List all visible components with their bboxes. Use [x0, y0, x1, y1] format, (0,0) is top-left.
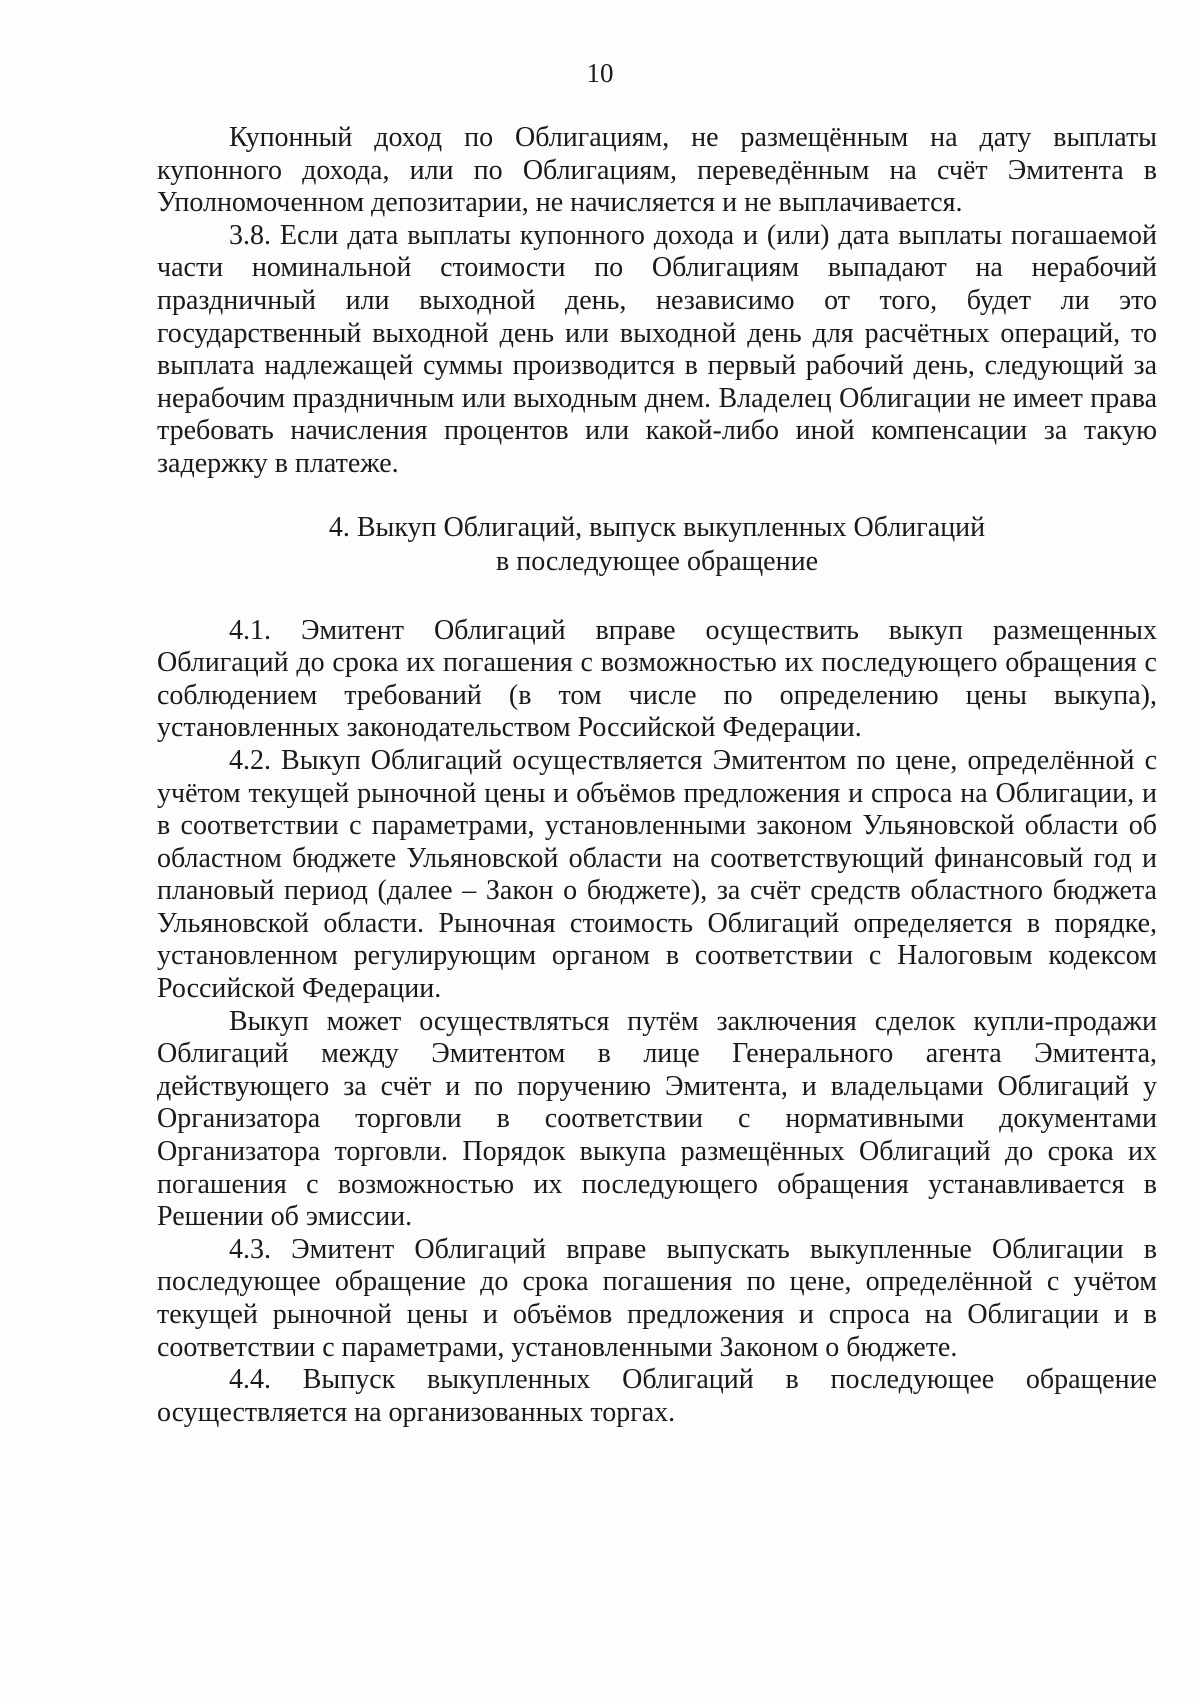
page-number: 10	[586, 58, 614, 88]
paragraph-4-4: 4.4. Выпуск выкупленных Облигаций в последующее обращение осуществляется на организованных торгах.	[157, 1364, 1157, 1428]
section-4-heading-line-2: в последующее обращение	[496, 545, 818, 577]
section-4-heading-line-1: 4. Выкуп Облигаций, выпуск выкупленных Облигаций	[328, 511, 986, 543]
document-body	[157, 122, 1157, 1429]
section-4-heading	[157, 511, 1157, 579]
paragraph-4-1: 4.1. Эмитент Облигаций вправе осуществить выкуп размещенных Облигаций до срока их погашения с возможностью их последующего обращения с соблюдением требований (в том числе по определению цены выкупа), установленных законодательством Российской Федерации.	[157, 614, 1157, 744]
paragraph-coupon-not-accrued: Купонный доход по Облигациям, не размещённым на дату выплаты купонного дохода, или по Облигациям, переведённым на счёт Эмитента в Уполномоченном депозитарии, не начисляется и не выплачивается.	[157, 122, 1157, 219]
paragraph-3-8: 3.8. Если дата выплаты купонного дохода и (или) дата выплаты погашаемой части номинальной стоимости по Облигациям выпадают на нерабочий праздничный или выходной день, независимо от того, будет ли это государственный выходной день или выходной день для расчётных операций, то выплата надлежащей суммы производится в первый рабочий день, следующий за нерабочим праздничным или выходным днем. Владелец Облигации не имеет права требовать начисления процентов или какой-либо иной компенсации за такую задержку в платеже.	[157, 219, 1157, 479]
paragraph-4-2: 4.2. Выкуп Облигаций осуществляется Эмитентом по цене, определённой с учётом текущей рыночной цены и объёмов предложения и спроса на Облигации, и в соответствии с параметрами, установленными законом Ульяновской области об областном бюджете Ульяновской области на соответствующий финансовый год и плановый период (далее – Закон о бюджете), за счёт средств областного бюджета Ульяновской области. Рыночная стоимость Облигаций определяется в порядке, установленном регулирующим органом в соответствии с Налоговым кодексом Российской Федерации.	[157, 744, 1157, 1005]
paragraph-4-2-redemption-procedure: Выкуп может осуществляться путём заключения сделок купли-продажи Облигаций между Эмитентом в лице Генерального агента Эмитента, действующего за счёт и по поручению Эмитента, и владельцами Облигаций у Организатора торговли в соответствии с нормативными документами Организатора торговли. Порядок выкупа размещённых Облигаций до срока их погашения с возможностью их последующего обращения устанавливается в Решении об эмиссии.	[157, 1005, 1157, 1233]
paragraph-4-3: 4.3. Эмитент Облигаций вправе выпускать выкупленные Облигации в последующее обращение до срока погашения по цене, определённой с учётом текущей рыночной цены и объёмов предложения и спроса на Облигации и в соответствии с параметрами, установленными Законом о бюджете.	[157, 1233, 1157, 1363]
